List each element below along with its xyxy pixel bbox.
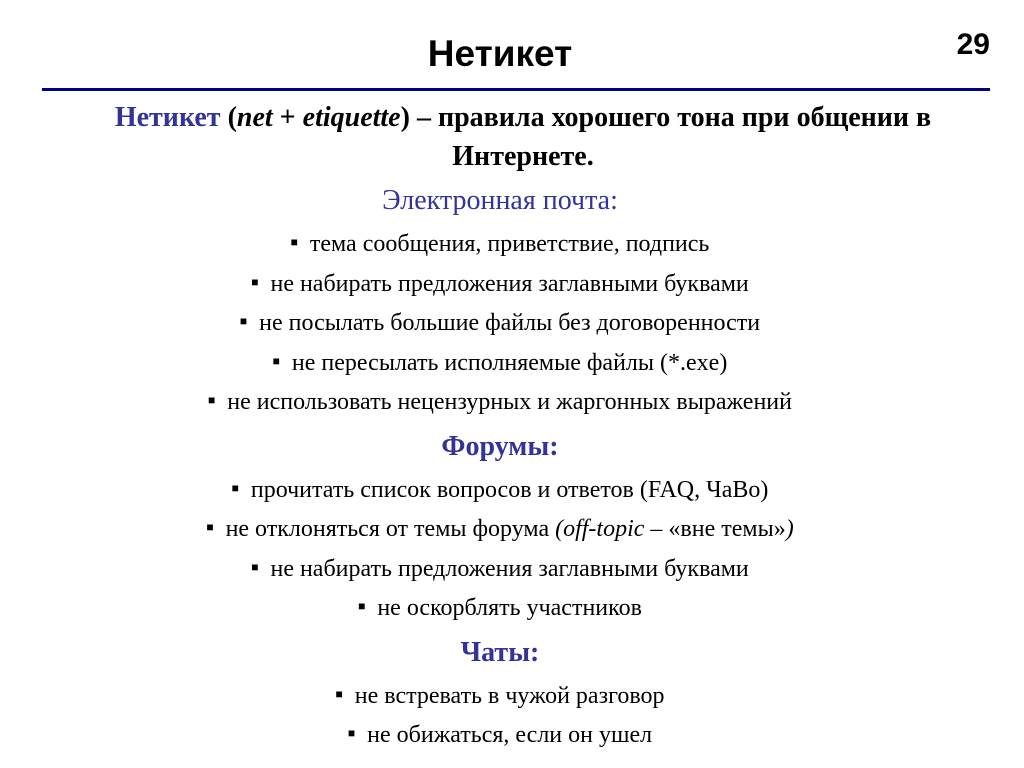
list-item-text: прочитать список вопросов и ответов (FAQ, ЧаВо) <box>250 476 769 503</box>
bullet-square-icon: ■ <box>251 274 259 289</box>
definition-plus: + <box>272 102 303 133</box>
chats-list <box>0 676 1000 755</box>
bullet-square-icon: ■ <box>239 314 248 328</box>
bullet-square-icon: ■ <box>335 686 343 701</box>
bullet-square-icon: ■ <box>231 480 239 495</box>
bullet-square-icon: ■ <box>347 726 356 740</box>
forums-heading: Форумы: <box>441 430 559 462</box>
forums-list <box>0 470 1000 628</box>
slide-number: 29 <box>956 28 990 61</box>
bullet-square-icon: ■ <box>290 235 298 249</box>
bullet-square-icon: ■ <box>208 393 216 407</box>
list-item <box>0 549 1000 589</box>
definition-term: Нетикет <box>114 102 221 133</box>
list-item <box>0 303 1000 343</box>
definition-etiquette: etiquette <box>302 102 401 133</box>
email-list <box>0 224 1000 422</box>
offtopic-dash-quote: – «вне темы» <box>650 516 786 542</box>
list-item <box>0 588 1000 628</box>
offtopic-prefix: не отклоняться от темы форума <box>225 516 556 542</box>
list-item-text: не встревать в чужой разговор <box>354 682 665 709</box>
list-item <box>0 676 1000 716</box>
list-item <box>0 715 1000 755</box>
list-item-text: не пересылать исполняемые файлы (*.exe) <box>291 349 728 376</box>
slide-title: Нетикет <box>427 33 573 74</box>
list-item-text: не оскорблять участников <box>377 595 642 621</box>
list-item <box>0 224 1000 264</box>
list-item-text: не обижаться, если он ушел <box>367 722 653 748</box>
list-item <box>0 509 1000 549</box>
definition <box>58 98 988 176</box>
list-item <box>0 470 1000 510</box>
list-item-text: не посылать большие файлы без договоренности <box>259 310 761 336</box>
email-heading: Электронная почта: <box>382 185 618 216</box>
offtopic-italic-close: ) <box>785 516 794 542</box>
list-item <box>0 264 1000 304</box>
list-item-text: тема сообщения, приветствие, подпись <box>309 231 710 257</box>
list-item <box>0 343 1000 383</box>
definition-net: net <box>236 102 273 133</box>
bullet-square-icon: ■ <box>272 353 280 368</box>
list-item <box>0 382 1000 422</box>
list-item-text: не набирать предложения заглавными буквами <box>270 270 749 297</box>
definition-open-paren: ( <box>220 102 237 133</box>
list-item-text: не использовать нецензурных и жаргонных выражений <box>227 389 792 415</box>
title-divider <box>42 88 990 91</box>
list-item-text: не набирать предложения заглавными буквами <box>270 555 749 582</box>
bullet-square-icon: ■ <box>251 559 259 574</box>
bullet-square-icon: ■ <box>358 599 366 613</box>
offtopic-italic-open: (off-topic <box>555 516 651 542</box>
definition-rest: ) – правила хорошего тона при общении в Интернете. <box>400 102 932 172</box>
chats-heading: Чаты: <box>460 636 540 668</box>
slide-content <box>0 98 1000 755</box>
bullet-square-icon: ■ <box>206 520 214 534</box>
